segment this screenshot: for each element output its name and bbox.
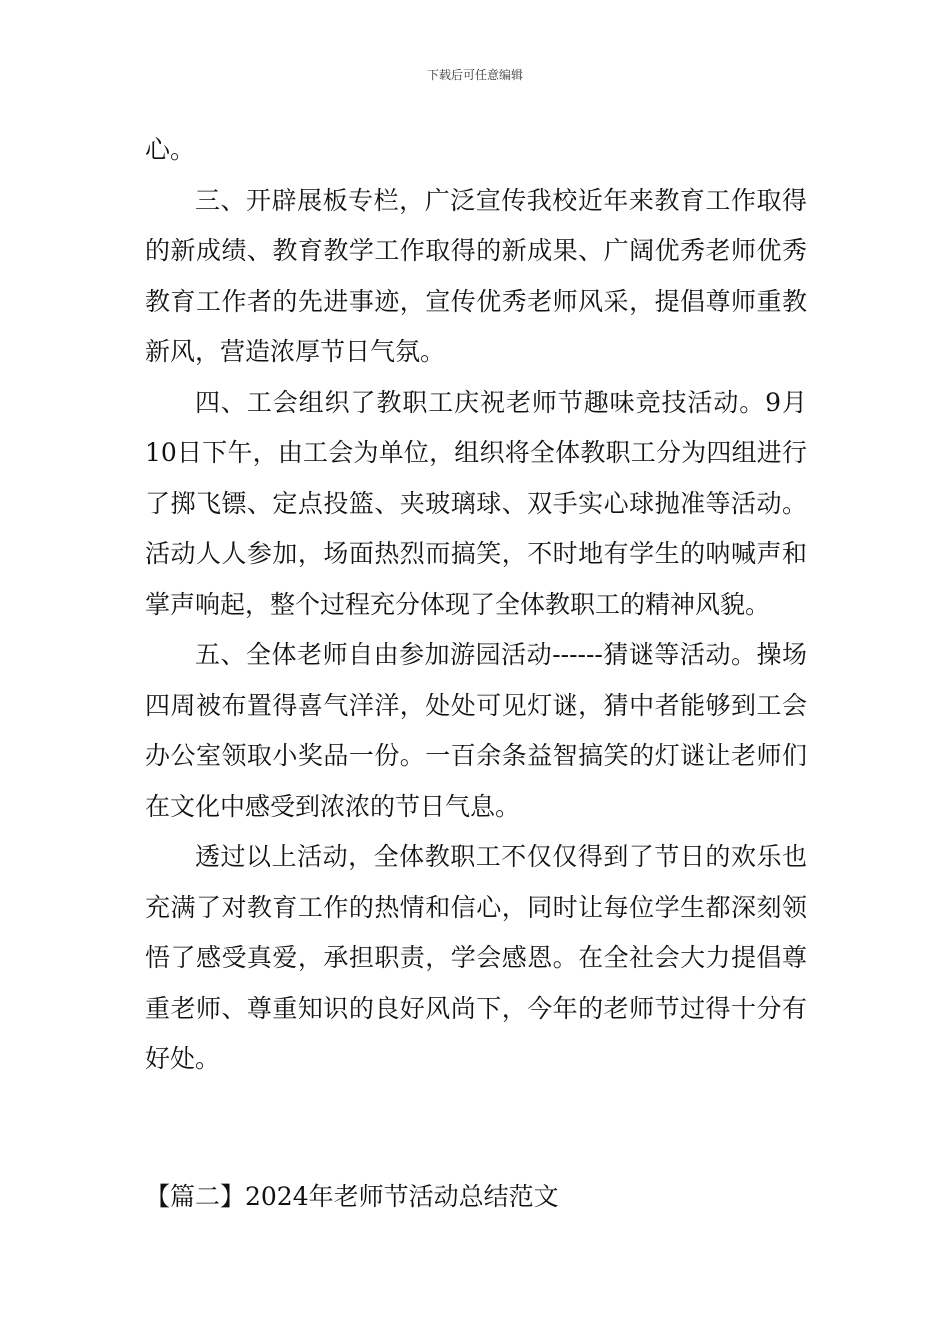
section-title: 【篇二】2024年老师节活动总结范文: [145, 1182, 559, 1211]
paragraph-item-5: 五、全体老师自由参加游园活动------猜谜等活动。操场四周被布置得喜气洋洋，处处可见灯谜，猜中者能够到工会办公室领取小奖品一份。一百余条益智搞笑的灯谜让老师们在文化中感受到浓浓的节日气息。: [145, 640, 807, 821]
paragraph-item-4: 四、工会组织了教职工庆祝老师节趣味竞技活动。9月10日下午，由工会为单位，组织将全体教职工分为四组进行了掷飞镖、定点投篮、夹玻璃球、双手实心球抛准等活动。活动人人参加，场面热烈而搞笑，不时地有学生的呐喊声和掌声响起，整个过程充分体现了全体教职工的精神风貌。: [145, 387, 807, 619]
paragraph-conclusion: 透过以上活动，全体教职工不仅仅得到了节日的欢乐也充满了对教育工作的热情和信心，同时让每位学生都深刻领悟了感受真爱，承担职责，学会感恩。在全社会大力提倡尊重老师、尊重知识的良好风尚下，今年的老师节过得十分有好处。: [145, 842, 807, 1073]
paragraph-continuation: 心。: [145, 135, 196, 164]
document-body: [145, 125, 807, 1085]
paragraph-item-3: 三、开辟展板专栏，广泛宣传我校近年来教育工作取得的新成绩、教育教学工作取得的新成果、广阔优秀老师优秀教育工作者的先进事迹，宣传优秀老师风采，提倡尊师重教新风，营造浓厚节日气氛。: [145, 185, 807, 366]
page-header-note: 下载后可任意编辑: [426, 68, 523, 82]
